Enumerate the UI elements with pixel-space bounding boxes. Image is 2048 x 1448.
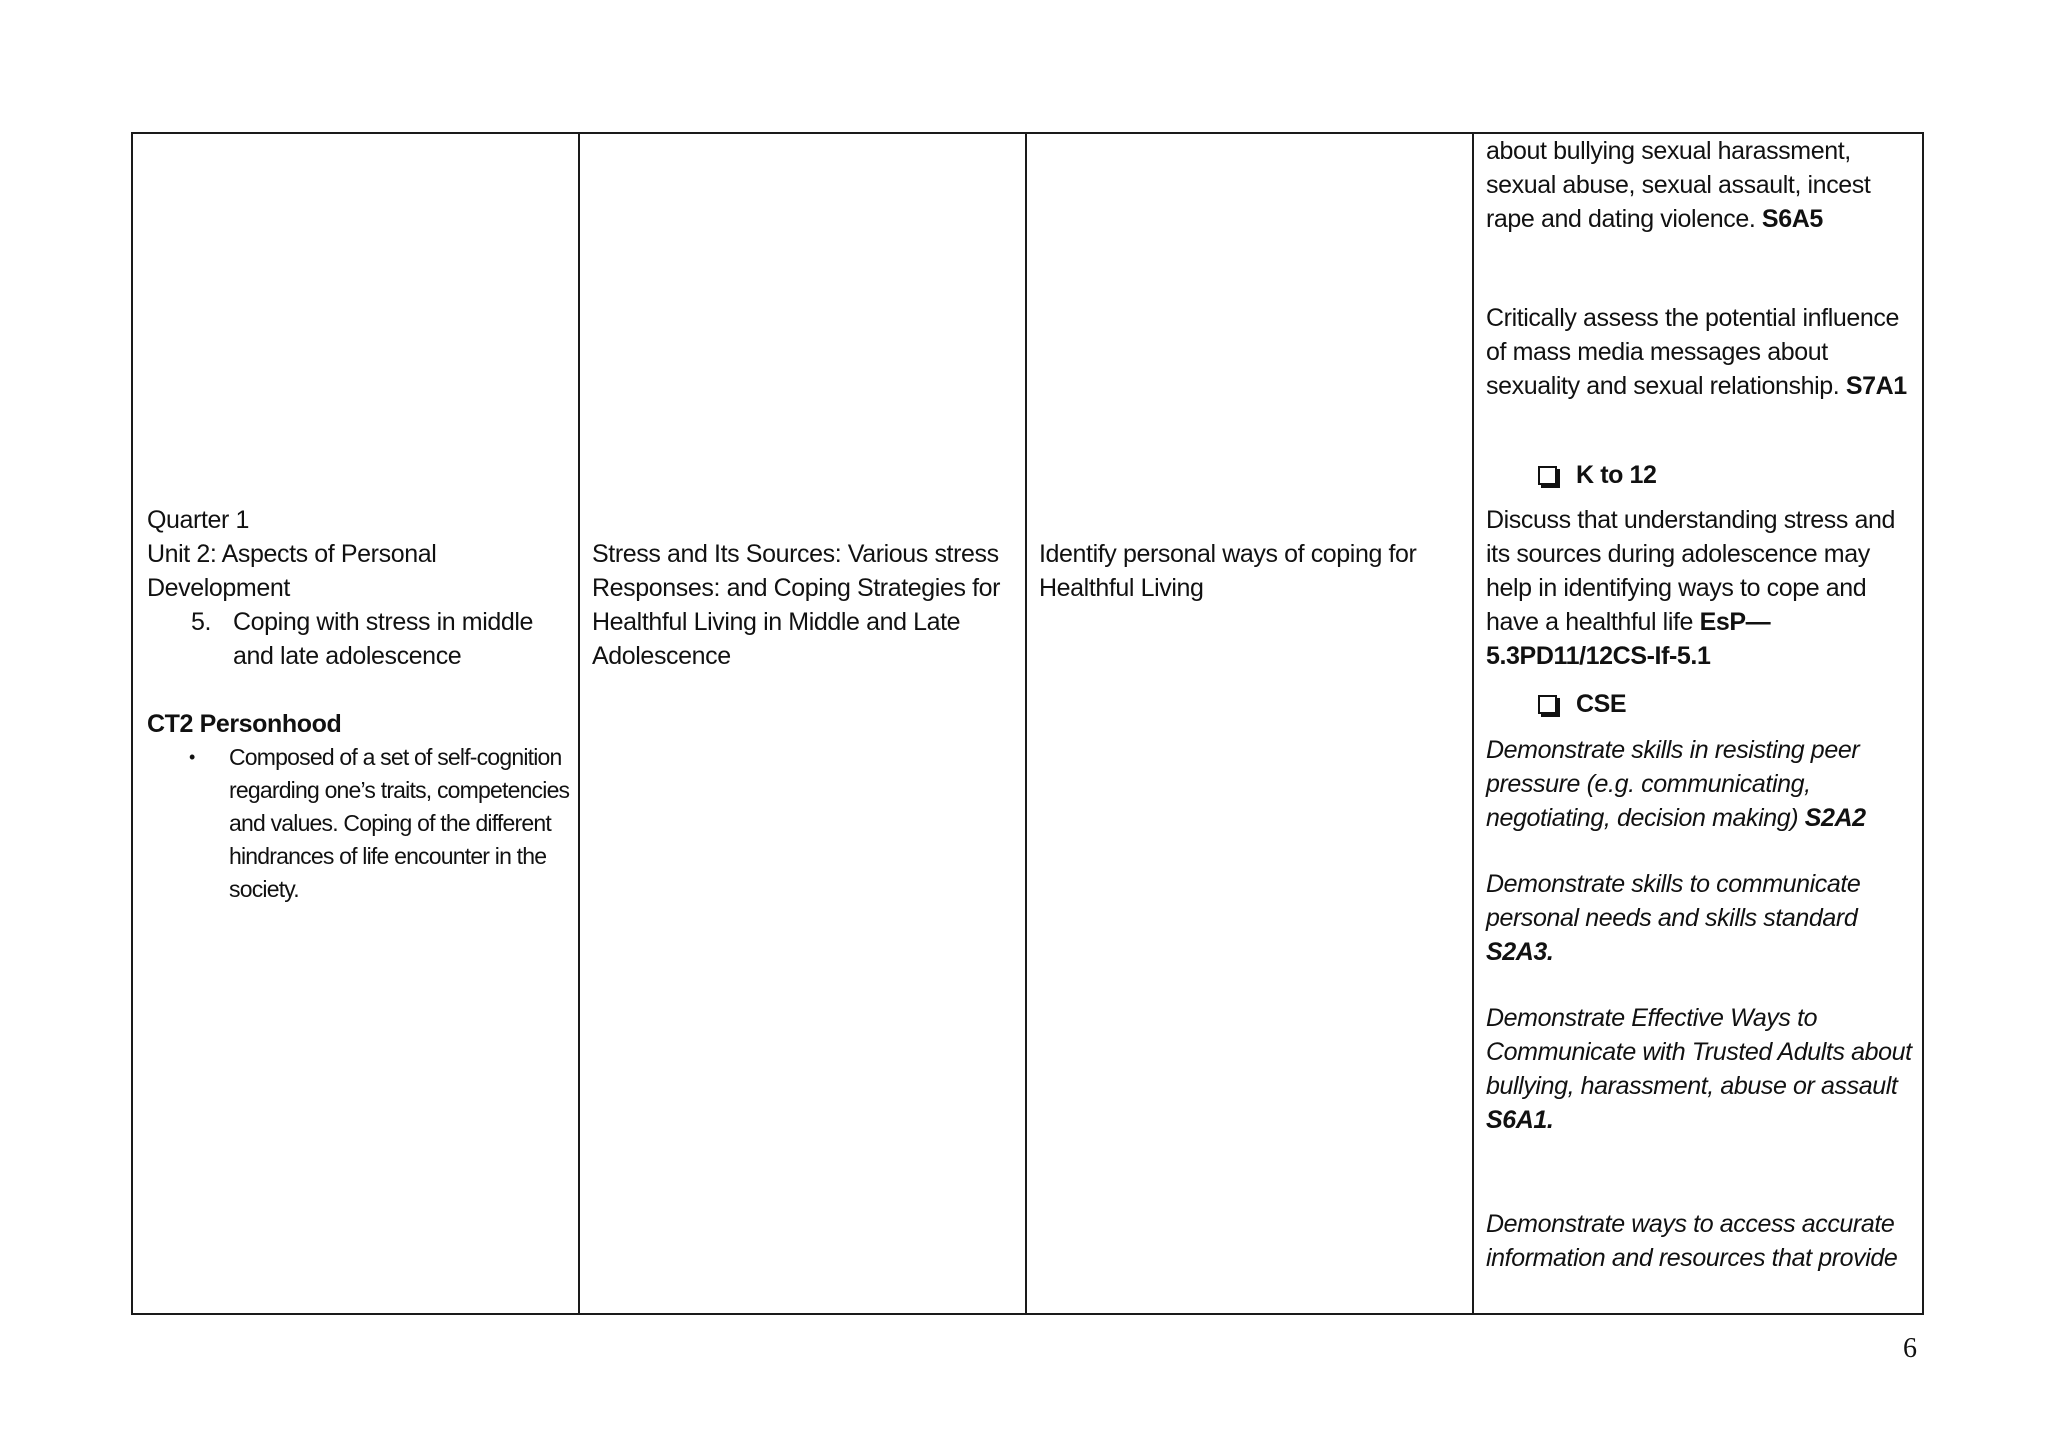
learning-competency-cell <box>1039 537 1459 605</box>
topic-number: 5. <box>191 608 212 636</box>
standard-code: S7A1 <box>1845 372 1907 400</box>
topic-item <box>147 605 577 673</box>
standard-text: Demonstrate skills in resisting peer pressure (e.g. communicating, negotiating, decision making) <box>1486 736 1860 832</box>
standard-text: Demonstrate skills to communicate personal needs and skills standard <box>1486 870 1861 932</box>
cse-heading <box>1486 687 1914 721</box>
content-cell <box>147 503 577 906</box>
core-theme-heading: CT2 Personhood <box>147 710 342 738</box>
column-divider <box>578 134 580 1313</box>
unit-title: Unit 2: Aspects of Personal Development <box>147 540 437 602</box>
lesson-title: Stress and Its Sources: Various stress Responses: and Coping Strategies for Healthful Living in Middle and Late Adolescence <box>592 540 1001 670</box>
standard-paragraph <box>1486 1001 1914 1137</box>
lesson-title-cell <box>592 537 1012 673</box>
core-theme-bullet <box>147 741 577 906</box>
curriculum-table <box>131 132 1924 1315</box>
standard-code: EsP—5.3PD11/12CS-If-5.1 <box>1486 608 1771 670</box>
core-theme-text: Composed of a set of self-cognition regarding one’s traits, competencies and values. Coping of the different hindrances of life encounter in the society. <box>229 744 570 902</box>
quarter-label: Quarter 1 <box>147 506 250 534</box>
column-divider <box>1472 134 1474 1313</box>
standard-text: Demonstrate ways to access accurate information and resources that provide <box>1486 1210 1898 1272</box>
checkbox-icon <box>1538 695 1557 714</box>
standard-text: Demonstrate Effective Ways to Communicate with Trusted Adults about bullying, harassment, abuse or assault <box>1486 1004 1912 1100</box>
learning-competency: Identify personal ways of coping for Healthful Living <box>1039 540 1417 602</box>
standard-paragraph <box>1486 503 1914 673</box>
topic-text: Coping with stress in middle and late adolescence <box>233 608 534 670</box>
standard-paragraph <box>1486 733 1914 835</box>
standard-paragraph <box>1486 1207 1914 1275</box>
standard-code: S6A5 <box>1761 205 1823 233</box>
k-to-12-heading <box>1486 458 1914 492</box>
cse-label: CSE <box>1576 690 1627 718</box>
standards-cell <box>1486 134 1914 1275</box>
standard-code: S2A2 <box>1804 804 1866 832</box>
column-divider <box>1025 134 1027 1313</box>
page-number: 6 <box>1903 1333 1917 1364</box>
standard-code: S2A3. <box>1486 938 1554 966</box>
standard-text: Discuss that understanding stress and its sources during adolescence may help in identifying ways to cope and have a healthful life <box>1486 506 1896 636</box>
standard-code: S6A1. <box>1486 1106 1554 1134</box>
standard-paragraph <box>1486 301 1914 403</box>
standard-text: Critically assess the potential influence of mass media messages about sexuality and sexual relationship. <box>1486 304 1899 400</box>
standard-paragraph <box>1486 867 1914 969</box>
checkbox-icon <box>1538 466 1557 485</box>
standard-text: about bullying sexual harassment, sexual abuse, sexual assault, incest rape and dating violence. <box>1486 137 1871 233</box>
k-to-12-label: K to 12 <box>1576 461 1657 489</box>
bullet-icon: • <box>189 747 195 767</box>
standard-paragraph <box>1486 134 1914 236</box>
